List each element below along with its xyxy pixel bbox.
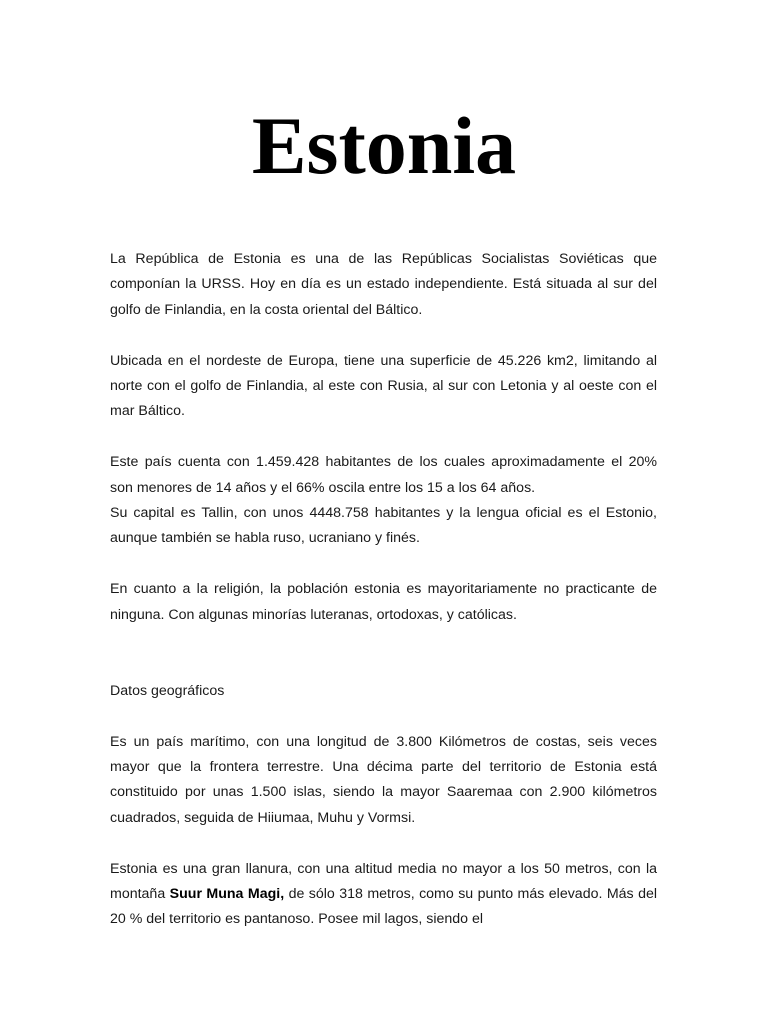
document-title: Estonia bbox=[251, 100, 517, 191]
paragraph-spacer bbox=[110, 704, 657, 729]
section-heading-geography: Datos geográficos bbox=[110, 682, 225, 699]
relief-text-start: Estonia es una gran llanura, con una altitud media no mayor a los 50 metros, con la montaña bbox=[110, 860, 657, 903]
paragraph-spacer bbox=[110, 831, 657, 856]
paragraph-coasts: Es un país marítimo, con una longitud de 3.800 Kilómetros de costas, seis veces mayor que la frontera terrestre. Una décima parte del territorio de Estonia está constituido por unas 1.500 islas, siendo la mayor Saaremaa con 2.900 kilómetros cuadrados, seguida de Hiiumaa, Muhu y Vormsi. bbox=[110, 733, 657, 826]
document-body bbox=[110, 247, 657, 933]
paragraph-spacer bbox=[110, 552, 657, 577]
paragraph-spacer bbox=[110, 425, 657, 450]
paragraph-religion: En cuanto a la religión, la población estonia es mayoritariamente no practicante de ninguna. Con algunas minorías luteranas, ortodoxas, y católicas. bbox=[110, 581, 657, 623]
paragraph-population: Este país cuenta con 1.459.428 habitantes de los cuales aproximadamente el 20% son menores de 14 años y el 66% oscila entre los 15 a los 64 años. bbox=[110, 454, 657, 496]
paragraph-capital: Su capital es Tallin, con unos 4448.758 habitantes y la lengua oficial es el Estonio, aunque también se habla ruso, ucraniano y finés. bbox=[110, 505, 657, 547]
paragraph-spacer bbox=[110, 628, 657, 679]
relief-text-end: de sólo 318 metros, como su punto más elevado. Más del 20 % del territorio es pantanoso. Posee mil lagos, siendo el bbox=[110, 886, 658, 928]
paragraph-spacer bbox=[110, 323, 657, 348]
paragraph-location: Ubicada en el nordeste de Europa, tiene una superficie de 45.226 km2, limitando al norte con el golfo de Finlandia, al este con Rusia, al sur con Letonia y al oeste con el mar Báltico. bbox=[110, 352, 657, 420]
paragraph-relief bbox=[110, 857, 657, 933]
paragraph-intro: La República de Estonia es una de las Repúblicas Socialistas Soviéticas que componían la URSS. Hoy en día es un estado independiente. Está situada al sur del golfo de Finlandia, en la costa oriental del Báltico. bbox=[110, 251, 657, 318]
mountain-name: Suur Muna Magi, bbox=[169, 886, 285, 903]
